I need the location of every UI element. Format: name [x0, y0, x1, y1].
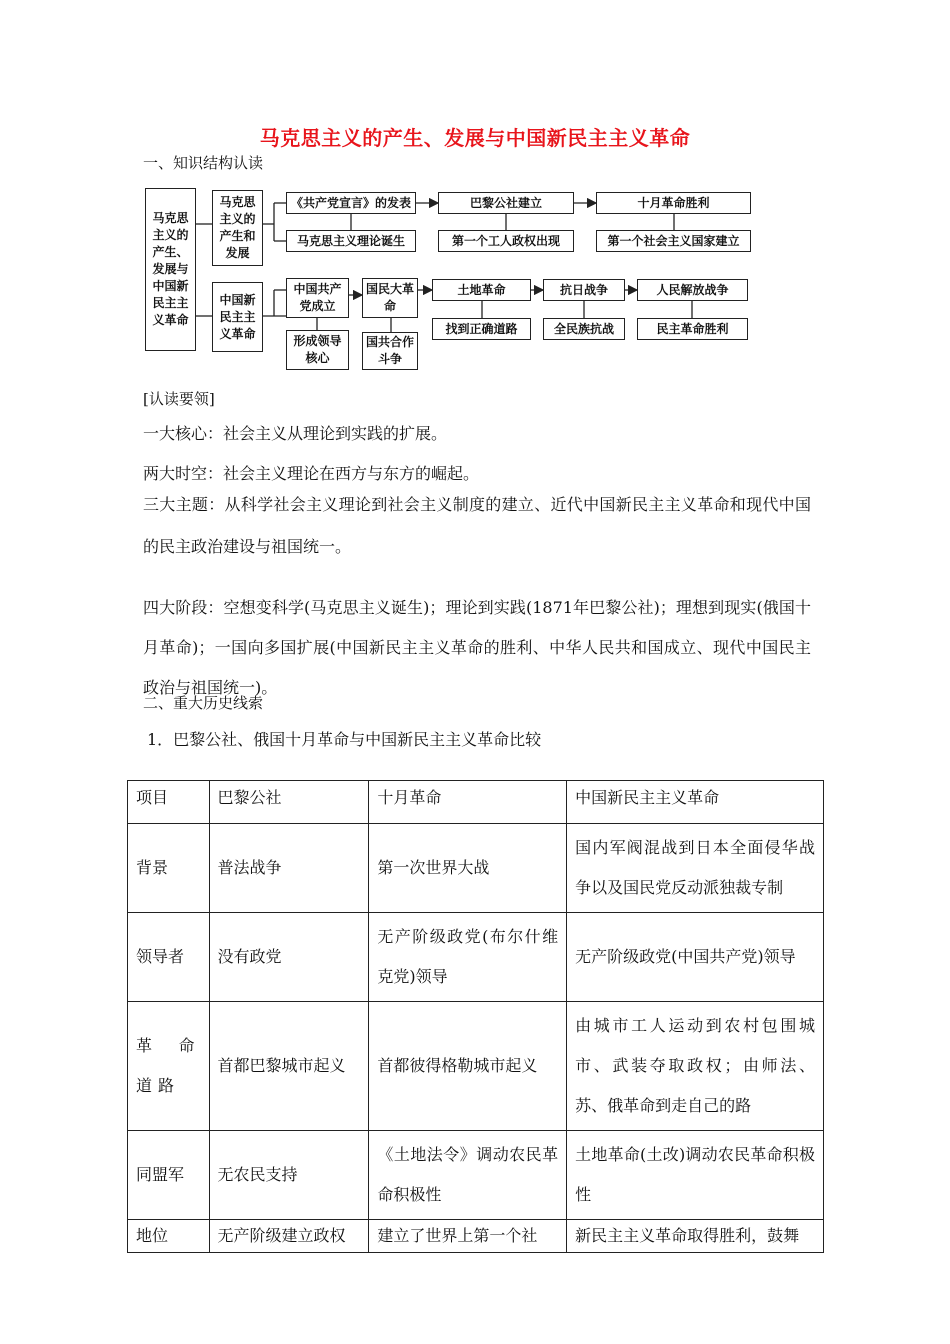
- diagram-node-national-revolution: 国民大革命: [362, 278, 418, 318]
- diagram-node-manifesto: 《共产党宣言》的发表: [286, 192, 416, 214]
- table-cell: 《土地法令》调动农民革命积极性: [369, 1131, 567, 1220]
- diagram-node-liberation-war: 人民解放战争: [637, 279, 748, 301]
- table-cell: 新民主主义革命取得胜利，鼓舞: [567, 1220, 824, 1253]
- diagram-node-october-revolution: 十月革命胜利: [596, 192, 751, 214]
- diagram-node-democratic-victory: 民主革命胜利: [637, 318, 748, 340]
- table-cell: 无农民支持: [209, 1131, 369, 1220]
- table-row: [128, 913, 824, 1002]
- section-heading-structure: 一、知识结构认读: [143, 154, 264, 172]
- page-title: 马克思主义的产生、发展与中国新民主主义革命: [259, 126, 691, 150]
- subsection-heading-comparison: 1．巴黎公社、俄国十月革命与中国新民主主义革命比较: [147, 730, 542, 749]
- table-cell: 第一次世界大战: [369, 824, 567, 913]
- point-stages: 四大阶段：空想变科学(马克思主义诞生)；理论到实践(1871年巴黎公社)；理想到现实(俄国十月革命)；一国向多国扩展(中国新民主主义革命的胜利、中华人民共和国成立、现代中国民主政治与祖国统一)。: [143, 598, 811, 697]
- comparison-table: [127, 780, 824, 1253]
- diagram-node-anti-japanese-war: 抗日战争: [543, 279, 625, 301]
- diagram-node-marxism-born: 马克思主义理论诞生: [286, 230, 416, 252]
- table-row: [128, 824, 824, 913]
- table-header-cell: 项目: [128, 781, 210, 824]
- diagram-node-cpc-founded: 中国共产党成立: [286, 278, 349, 318]
- table-cell: 革命道路: [128, 1002, 210, 1131]
- diagram-node-first-socialist-state: 第一个社会主义国家建立: [596, 230, 751, 252]
- table-header-cell: 中国新民主主义革命: [567, 781, 824, 824]
- table-cell: 无产阶级建立政权: [209, 1220, 369, 1253]
- point-time-space: 两大时空：社会主义理论在西方与东方的崛起。: [143, 464, 480, 483]
- section-heading-history-clues: 二、重大历史线索: [143, 694, 264, 712]
- knowledge-structure-diagram: [0, 0, 950, 380]
- table-header-cell: 十月革命: [369, 781, 567, 824]
- diagram-branch-marxism: 马克思主义的产生和发展: [212, 190, 263, 266]
- table-cell: 建立了世界上第一个社: [369, 1220, 567, 1253]
- guide-label: [认读要领]: [143, 390, 215, 408]
- table-cell: 领导者: [128, 913, 210, 1002]
- diagram-node-kmt-cpc-cooperation: 国共合作斗争: [362, 332, 418, 370]
- diagram-node-first-workers-regime: 第一个工人政权出现: [438, 230, 574, 252]
- point-themes: 三大主题：从科学社会主义理论到社会主义制度的建立、近代中国新民主主义革命和现代中国的民主政治建设与祖国统一。: [143, 495, 811, 556]
- table-cell: 无产阶级政党(中国共产党)领导: [567, 913, 824, 1002]
- diagram-node-national-resistance: 全民族抗战: [543, 318, 625, 340]
- table-cell: 无产阶级政党(布尔什维克党)领导: [369, 913, 567, 1002]
- diagram-node-paris-commune: 巴黎公社建立: [438, 192, 574, 214]
- table-cell: 土地革命(土改)调动农民革命积极性: [567, 1131, 824, 1220]
- table-row: [128, 1002, 824, 1131]
- table-cell: 国内军阀混战到日本全面侵华战争以及国民党反动派独裁专制: [567, 824, 824, 913]
- table-cell: 首都巴黎城市起义: [209, 1002, 369, 1131]
- diagram-branch-china-revolution: 中国新民主主义革命: [212, 282, 263, 352]
- diagram-node-land-revolution: 土地革命: [432, 279, 531, 301]
- diagram-node-leadership-core: 形成领导核心: [286, 330, 349, 370]
- table-cell: 地位: [128, 1220, 210, 1253]
- table-cell: 首都彼得格勒城市起义: [369, 1002, 567, 1131]
- table-cell: 由城市工人运动到农村包围城市、武装夺取政权；由师法、苏、俄革命到走自己的路: [567, 1002, 824, 1131]
- table-row: [128, 1131, 824, 1220]
- table-header-row: [128, 781, 824, 824]
- table-cell: 同盟军: [128, 1131, 210, 1220]
- diagram-root-box: 马克思主义的产生、发展与中国新民主主义革命: [145, 188, 196, 351]
- table-header-cell: 巴黎公社: [209, 781, 369, 824]
- table-cell: 没有政党: [209, 913, 369, 1002]
- table-cell: 普法战争: [209, 824, 369, 913]
- table-cell: 背景: [128, 824, 210, 913]
- diagram-node-correct-path: 找到正确道路: [432, 318, 531, 340]
- point-core: 一大核心：社会主义从理论到实践的扩展。: [143, 424, 448, 443]
- table-row: [128, 1220, 824, 1253]
